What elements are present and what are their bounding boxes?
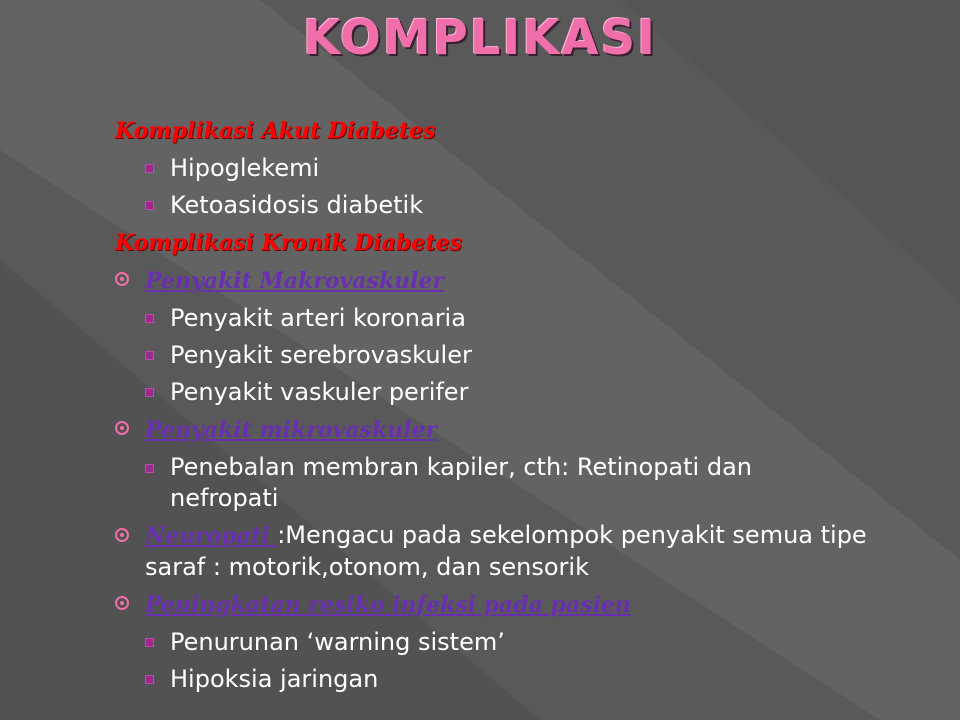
slide-title: KOMPLIKASI (302, 10, 657, 66)
list-item (115, 187, 925, 224)
list-item (115, 449, 850, 517)
chronic-heading: Komplikasi Kronik Diabetes (115, 230, 462, 256)
list-item (115, 337, 925, 374)
square-bullet-icon (145, 464, 154, 473)
square-bullet-icon (145, 164, 154, 173)
circle-bullet-icon (115, 528, 129, 542)
circle-bullet-icon (115, 596, 129, 610)
acute-heading-row (115, 112, 925, 150)
infection-item: Hipoksia jaringan (170, 665, 379, 693)
macro-link[interactable]: Penyakit Makrovaskuler (145, 268, 445, 294)
macro-item: Penyakit serebrovaskuler (170, 341, 472, 369)
list-item (115, 624, 925, 661)
list-item (115, 374, 925, 411)
acute-item: Ketoasidosis diabetik (170, 191, 424, 219)
neuro-row (115, 517, 925, 586)
neuro-link[interactable]: Neuropati (145, 523, 278, 549)
list-item (115, 661, 925, 698)
macro-item: Penyakit vaskuler perifer (170, 378, 469, 406)
square-bullet-icon (145, 388, 154, 397)
square-bullet-icon (145, 201, 154, 210)
square-bullet-icon (145, 675, 154, 684)
slide-content (115, 112, 925, 698)
circle-bullet-icon (115, 421, 129, 435)
square-bullet-icon (145, 638, 154, 647)
acute-heading: Komplikasi Akut Diabetes (115, 118, 436, 144)
square-bullet-icon (145, 351, 154, 360)
list-item (115, 300, 925, 337)
micro-item: Penebalan membran kapiler, cth: Retinopati dan nefropati (170, 453, 752, 512)
macro-row (115, 262, 925, 300)
micro-link[interactable]: Penyakit mikrovaskuler (145, 417, 438, 443)
neuro-text: :Mengacu pada sekelompok penyakit semua tipe saraf : motorik,otonom, dan sensorik (145, 521, 867, 581)
micro-row (115, 411, 925, 449)
circle-bullet-icon (115, 272, 129, 286)
infection-item: Penurunan ‘warning sistem’ (170, 628, 505, 656)
infection-link[interactable]: Peningkatan resiko infeksi pada pasien (145, 592, 631, 618)
macro-item: Penyakit arteri koronaria (170, 304, 466, 332)
infection-row (115, 586, 925, 624)
list-item (115, 150, 925, 187)
acute-item: Hipoglekemi (170, 154, 320, 182)
chronic-heading-row (115, 224, 925, 262)
square-bullet-icon (145, 314, 154, 323)
